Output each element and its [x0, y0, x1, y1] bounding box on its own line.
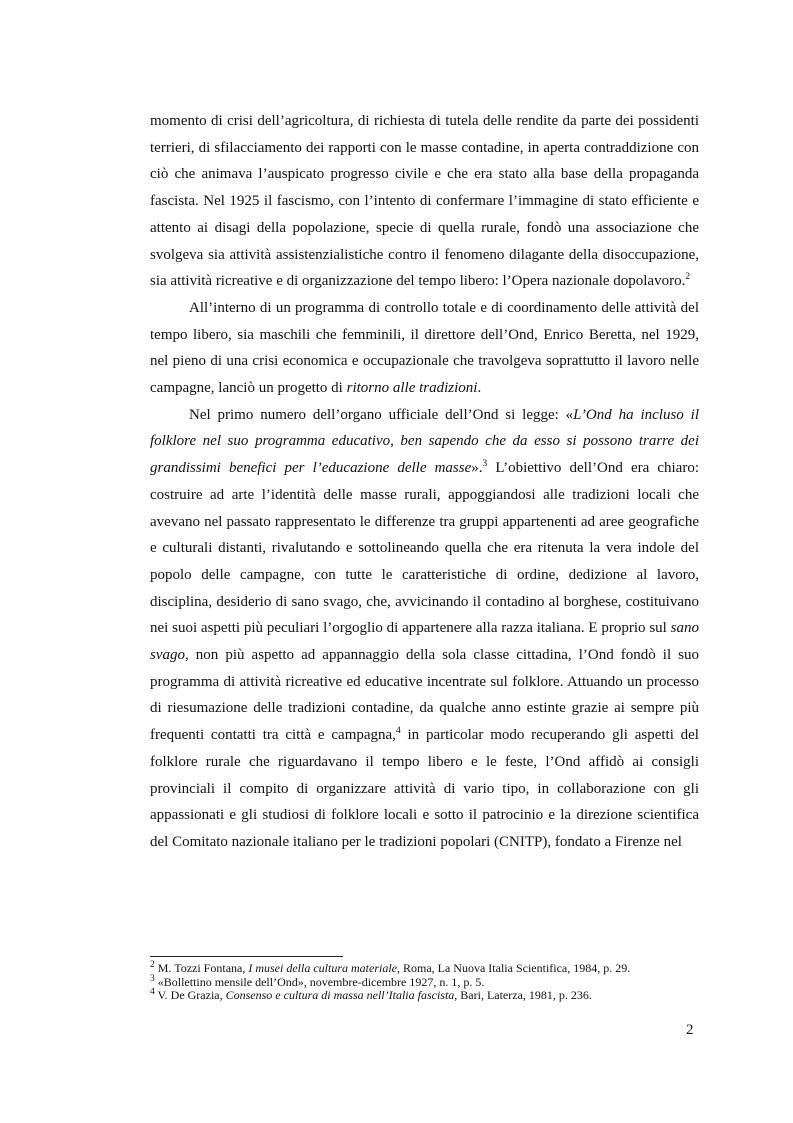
footnote-text: V. De Grazia, [154, 988, 226, 1003]
paragraph-1 [150, 108, 699, 295]
footnote-ref-2[interactable]: 2 [685, 272, 691, 283]
paragraph-3 [150, 402, 699, 856]
paragraph-2-end: . [477, 380, 482, 397]
footnote-title: I musei della cultura materiale [248, 961, 397, 975]
paragraph-3-intro: Nel primo numero dell’organo ufficiale dell’Ond si legge: « [189, 406, 574, 423]
footnote-number: 4 [150, 987, 155, 998]
paragraph-1-text: momento di crisi dell’agricoltura, di richiesta di tutela delle rendite da parte dei possidenti terrieri, di sfilacciamento dei rapporti con le masse contadine, in aperta contraddizione con ciò che animava l’auspicato progresso civile e che era stato alla base della propaganda fascista. Nel 1925 il fascismo, con l’intento di confermare l’immagine di stato efficiente e attento ai disagi della popolazione, specie di quella rurale, fondò una associazione che svolgeva sia attività assistenzialistiche contro il fenomeno dilagante della disoccupazione, sia attività ricreative e di organizzazione del tempo libero: l’Opera nazionale dopolavoro. [150, 113, 699, 290]
footnote-number: 2 [150, 960, 155, 970]
paragraph-3-middle-2: , non più aspetto ad appannaggio della sola classe cittadina, l’Ond fondò il suo programma di attività ricreative ed educative incentrate sul folklore. Attuando un processo di riesumazione delle tradizioni contadine, da qualche anno estinte grazie ai sempre più frequenti contatti tra città e campagna, [150, 647, 699, 744]
footnote [150, 962, 710, 976]
paragraph-3-italic: sano svago [150, 620, 699, 664]
footnote-text-end: , Bari, Laterza, 1981, p. 236. [454, 988, 592, 1003]
footnote-text-end: , Roma, La Nuova Italia Scientifica, 1984, p. 29. [396, 961, 631, 975]
body-text [150, 108, 699, 856]
paragraph-3-quote: L’Ond ha incluso il folklore nel suo programma educativo, ben sapendo che da esso si possono trarre dei grandissimi benefici per l’educazione delle masse [150, 406, 699, 477]
footnote [150, 989, 710, 1003]
footnote-text: «Bollettino mensile dell’Ond», novembre-dicembre 1927, n. 1, p. 5. [154, 974, 485, 989]
footnote-separator [150, 956, 343, 957]
paragraph-3-middle: L’obiettivo dell’Ond era chiaro: costruire ad arte l’identità delle masse rurali, appoggiandosi alle tradizioni locali che avevano nel passato rappresentato le differenze tra gruppi appartenenti ad aree geografiche e culturali distanti, rivalutando e sottolineando quella che era ritenuta la vera indole del popolo delle campagne, con tutte le caratteristiche di ordine, dedizione al lavoro, disciplina, desiderio di sano svago, che, avvicinando il contadino al borghese, costituivano nei suoi aspetti più peculiari l’orgoglio di appartenere alla razza italiana. E proprio sul [150, 460, 699, 637]
footnote-ref-4[interactable]: 4 [395, 726, 401, 737]
paragraph-2 [150, 295, 699, 402]
page-number: 2 [686, 1022, 694, 1038]
footnote-title: Consenso e cultura di massa nell’Italia fascista [225, 988, 455, 1003]
footnotes [150, 962, 710, 1003]
paragraph-3-quote-end: ». [471, 460, 483, 477]
paragraph-2-italic: ritorno alle tradizioni [346, 380, 478, 397]
footnote-number: 3 [150, 973, 155, 984]
footnote-text: M. Tozzi Fontana, [154, 961, 249, 975]
paragraph-2-text: All’interno di un programma di controllo totale e di coordinamento delle attività del tempo libero, sia maschili che femminili, il direttore dell’Ond, Enrico Beretta, nel 1929, nel pieno di una crisi economica e occupazionale che travolgeva soprattutto il lavoro nelle campagne, lanciò un progetto di [150, 299, 699, 397]
footnote-ref-3[interactable]: 3 [482, 459, 488, 470]
paragraph-3-end: in particolar modo recuperando gli aspetti del folklore rurale che riguardavano il tempo libero e le feste, l’Ond affidò ai consigli provinciali il compito di organizzare attività di vario tipo, in collaborazione con gli appassionati e gli studiosi di folklore locali e sotto il patrocinio e la direzione scientifica del Comitato nazionale italiano per le tradizioni popolari (CNITP), fondato a Firenze nel [150, 727, 699, 850]
